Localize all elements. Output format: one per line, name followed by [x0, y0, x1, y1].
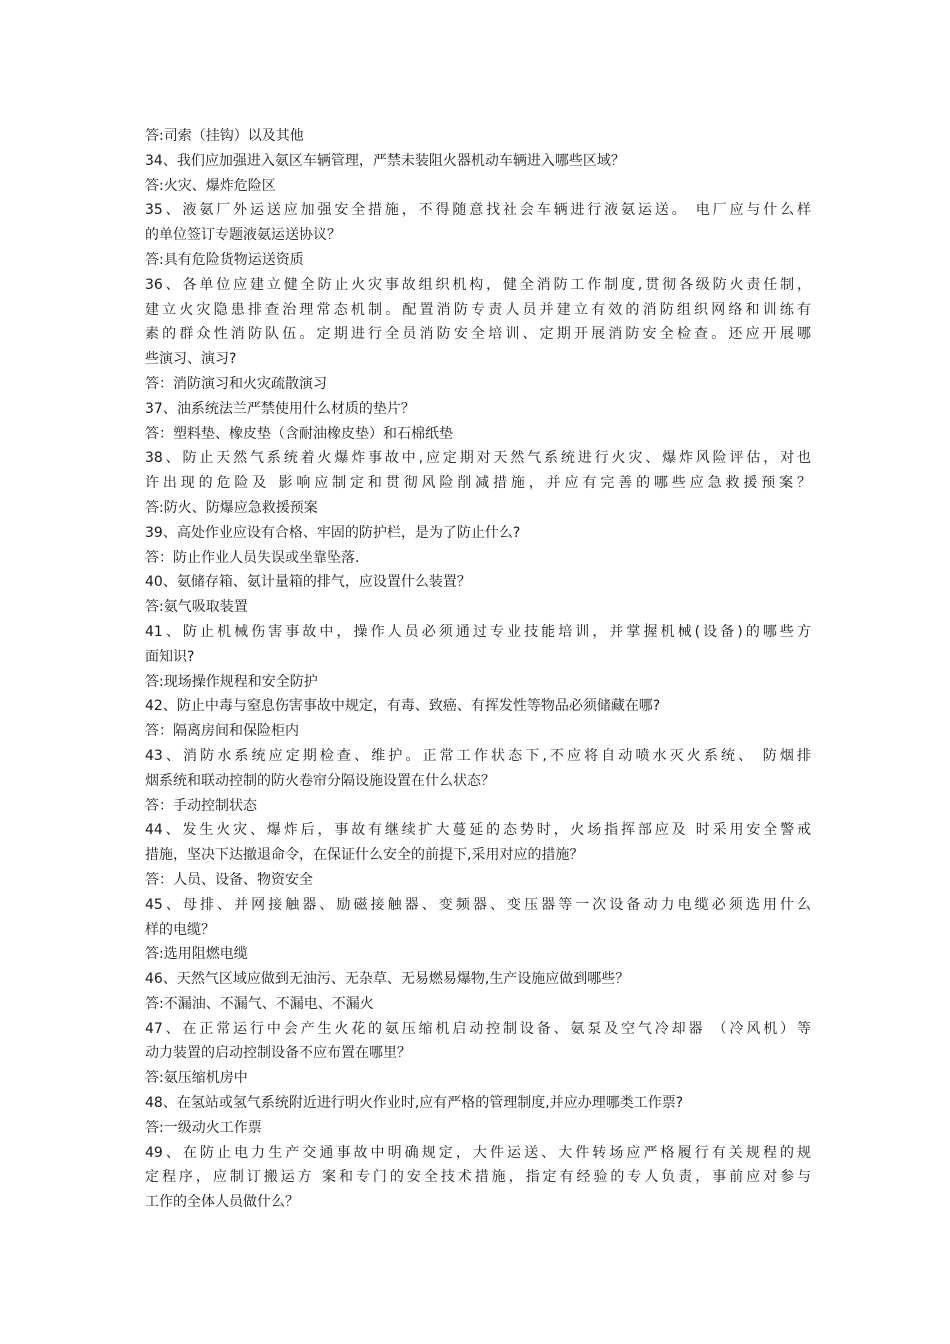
text-line: 40、氨储存箱、氨计量箱的排气，应设置什么装置？: [145, 574, 471, 591]
text-line: 49、在防止电力生产交通事故中明确规定，大件运送、大件转场应严格履行有关规程的规: [145, 1144, 811, 1161]
text-line: 措施，坚决下达撤退命令，在保证什么安全的前提下,采用对应的措施？: [145, 847, 584, 864]
text-line: 36、各单位应建立健全防止火灾事故组织机构，健全消防工作制度,贯彻各级防火责任制，: [145, 276, 811, 293]
text-line: 定程序，应制订搬运方 案和专门的安全技术措施，指定有经验的专人负责，事前应对参与: [145, 1169, 811, 1186]
text-line: 的单位签订专题液氨运送协议？: [145, 227, 341, 244]
text-line: 45、母排、并网接触器、励磁接触器、变频器、变压器等一次设备动力电缆必须选用什么: [145, 896, 811, 913]
text-line: 47、在正常运行中会产生火花的氨压缩机启动控制设备、氨泵及空气冷却器 （冷风机）等: [145, 1020, 811, 1037]
text-line: 答:氨气吸取装置: [145, 599, 248, 616]
text-line: 工作的全体人员做什么？: [145, 1194, 299, 1211]
text-line: 41、防止机械伤害事故中，操作人员必须通过专业技能培训，并掌握机械(设备)的哪些方: [145, 623, 811, 640]
text-line: 答:现场操作规程和安全防护: [145, 673, 318, 690]
text-line: 答：人员、设备、物资安全: [145, 871, 313, 888]
text-line: 答：防止作业人员失误或坐靠坠落.: [145, 549, 360, 566]
text-line: 许出现的危险及 影响应制定和贯彻风险削减措施，并应有完善的哪些应急救援预案？: [145, 475, 811, 492]
text-line: 44、发生火灾、爆炸后，事故有继续扩大蔓延的态势时，火场指挥部应及 时采用安全警戒: [145, 822, 811, 839]
text-line: 答:选用阻燃电缆: [145, 946, 248, 963]
text-line: 答：塑料垫、橡皮垫（含耐油橡皮垫）和石棉纸垫: [145, 425, 453, 442]
text-line: 答：隔离房间和保险柜内: [145, 723, 299, 740]
text-line: 38、防止天然气系统着火爆炸事故中,应定期对天然气系统进行火灾、爆炸风险评估，对也: [145, 450, 811, 467]
text-line: 烟系统和联动控制的防火卷帘分隔设施设置在什么状态？: [145, 772, 495, 789]
text-line: 答:防火、防爆应急救援预案: [145, 499, 318, 516]
document-page: [145, 124, 811, 1215]
text-line: 43、消防水系统应定期检查、维护。正常工作状态下,不应将自动喷水灭火系统、 防烟排: [145, 747, 811, 764]
text-line: 46、天然气区域应做到无油污、无杂草、无易燃易爆物,生产设施应做到哪些？: [145, 971, 630, 988]
text-line: 答：消防演习和火灾疏散演习: [145, 375, 327, 392]
text-line: 答:火灾、爆炸危险区: [145, 177, 276, 194]
text-line: 34、我们应加强进入氨区车辆管理，严禁未装阻火器机动车辆进入哪些区域？: [145, 152, 625, 169]
text-line: 48、在氢站或氢气系统附近进行明火作业时,应有严格的管理制度,并应办理哪类工作票?: [145, 1095, 684, 1112]
text-line: 答:一级动火工作票: [145, 1119, 262, 1136]
text-line: 答:具有危险货物运送资质: [145, 251, 304, 268]
text-line: 答：手动控制状态: [145, 797, 257, 814]
text-line: 素的群众性消防队伍。定期进行全员消防安全培训、定期开展消防安全检查。还应开展哪: [145, 326, 811, 343]
text-line: 答:司索（挂钩）以及其他: [145, 128, 304, 144]
text-line: 35、液氨厂外运送应加强安全措施，不得随意找社会车辆进行液氨运送。 电厂应与什么样: [145, 202, 811, 219]
text-line: 答:不漏油、不漏气、不漏电、不漏火: [145, 995, 374, 1012]
text-line: 37、油系统法兰严禁使用什么材质的垫片？: [145, 400, 415, 417]
text-line: 样的电缆？: [145, 921, 215, 938]
text-line: 动力装置的启动控制设备不应布置在哪里？: [145, 1045, 411, 1062]
text-line: 42、防止中毒与窒息伤害事故中规定，有毒、致癌、有挥发性等物品必须储藏在哪?: [145, 698, 661, 715]
text-line: 建立火灾隐患排查治理常态机制。配置消防专责人员并建立有效的消防组织网络和训练有: [145, 301, 811, 318]
text-line: 39、高处作业应设有合格、牢固的防护栏，是为了防止什么?: [145, 524, 521, 541]
text-line: 面知识?: [145, 648, 195, 665]
text-line: 些演习、演习?: [145, 351, 237, 368]
text-line: 答:氨压缩机房中: [145, 1070, 248, 1087]
